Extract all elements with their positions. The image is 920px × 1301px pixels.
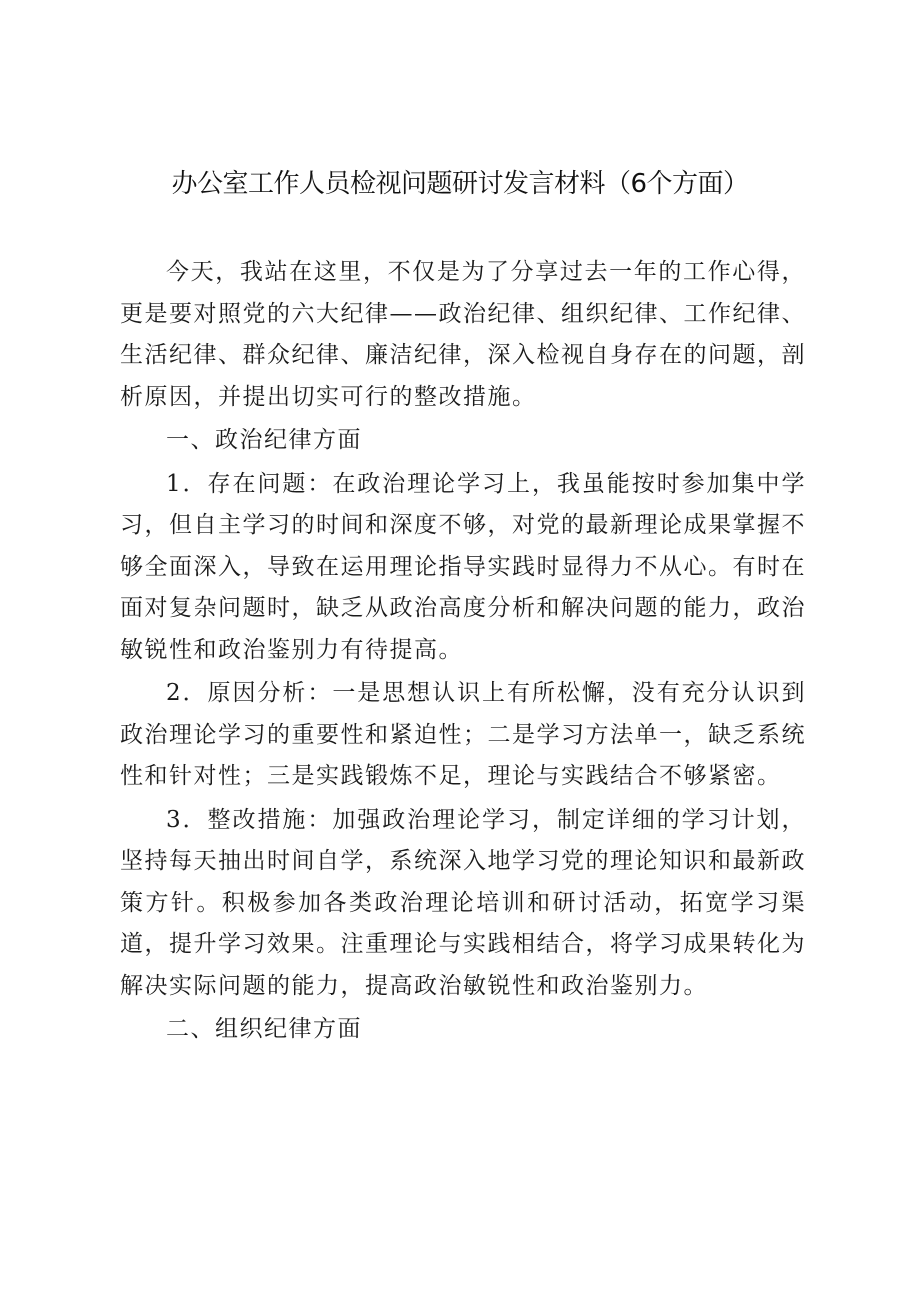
political-measures-paragraph: 3．整改措施：加强政治理论学习，制定详细的学习计划，坚持每天抽出时间自学，系统深入地学习党的理论知识和最新政策方针。积极参加各类政治理论培训和研讨活动，拓宽学习渠道，提升学习效果。注重理论与实践相结合，将学习成果转化为解决实际问题的能力，提高政治敏锐性和政治鉴别力。 (120, 806, 806, 999)
political-problems-paragraph: 1．存在问题：在政治理论学习上，我虽能按时参加集中学习，但自主学习的时间和深度不够，对党的最新理论成果掌握不够全面深入，导致在运用理论指导实践时显得力不从心。有时在面对复杂问题时，缺乏从政治高度分析和解决问题的能力，政治敏锐性和政治鉴别力有待提高。 (120, 470, 806, 663)
document-body (120, 252, 806, 1051)
document-title: 办公室工作人员检视问题研讨发言材料（6个方面） (171, 169, 749, 199)
section-heading-political: 一、政治纪律方面 (166, 427, 362, 453)
intro-paragraph: 今天，我站在这里，不仅是为了分享过去一年的工作心得，更是要对照党的六大纪律——政治纪律、组织纪律、工作纪律、生活纪律、群众纪律、廉洁纪律，深入检视自身存在的问题，剖析原因，并提出切实可行的整改措施。 (120, 259, 806, 410)
section-heading-organizational: 二、组织纪律方面 (166, 1016, 362, 1042)
political-causes-paragraph: 2．原因分析：一是思想认识上有所松懈，没有充分认识到政治理论学习的重要性和紧迫性；二是学习方法单一，缺乏系统性和针对性；三是实践锻炼不足，理论与实践结合不够紧密。 (120, 680, 806, 789)
